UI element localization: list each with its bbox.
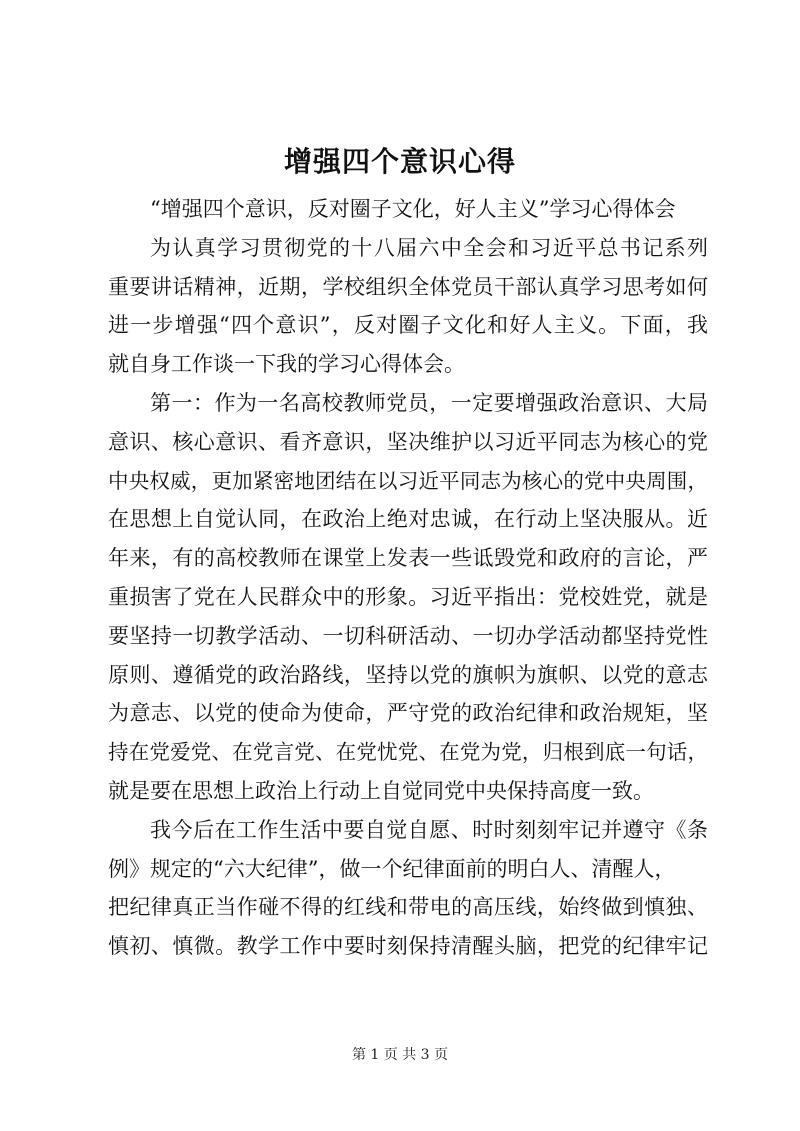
body-line: 进一步增强“四个意识”，反对圈子文化和好人主义。下面，我: [108, 313, 708, 338]
body-line: 原则、遵循党的政治路线，坚持以党的旗帜为旗帜、以党的意志: [108, 662, 708, 687]
body-line: 在思想上自觉认同，在政治上绝对忠诚，在行动上坚决服从。近: [108, 507, 708, 532]
body-line: 年来，有的高校教师在课堂上发表一些诋毁党和政府的言论，严: [108, 546, 708, 571]
body-line: 把纪律真正当作碰不得的红线和带电的高压线，始终做到慎独、: [108, 895, 708, 920]
body-line: 要坚持一切教学活动、一切科研活动、一切办学活动都坚持党性: [108, 623, 708, 648]
body-line: 意识、核心意识、看齐意识，坚决维护以习近平同志为核心的党: [108, 429, 708, 454]
body-line: 我今后在工作生活中要自觉自愿、时时刻刻牢记并遵守《条: [150, 817, 708, 842]
body-line: 重损害了党在人民群众中的形象。习近平指出：党校姓党，就是: [108, 584, 708, 609]
body-line: 为认真学习贯彻党的十八届六中全会和习近平总书记系列: [150, 235, 708, 260]
body-line: 重要讲话精神，近期，学校组织全体党员干部认真学习思考如何: [108, 274, 708, 299]
document-body: [108, 190, 708, 966]
page-number-footer: 第 1 页 共 3 页: [351, 1047, 449, 1063]
document-title: 增强四个意识心得: [283, 145, 516, 178]
body-line: 为意志、以党的使命为使命，严守党的政治纪律和政治规矩，坚: [108, 701, 708, 726]
body-line: 就自身工作谈一下我的学习心得体会。: [108, 352, 465, 377]
body-line: 慎初、慎微。教学工作中要时刻保持清醒头脑，把党的纪律牢记: [108, 934, 708, 959]
body-line: 中央权威，更加紧密地团结在以习近平同志为核心的党中央周围，: [108, 468, 708, 493]
body-line: 例》规定的“六大纪律”，做一个纪律面前的明白人、清醒人，: [108, 856, 676, 881]
body-line: “增强四个意识，反对圈子文化，好人主义”学习心得体会: [150, 197, 676, 221]
body-line: 就是要在思想上政治上行动上自觉同党中央保持高度一致。: [108, 778, 654, 803]
body-line: 持在党爱党、在党言党、在党忧党、在党为党，归根到底一句话，: [108, 740, 708, 765]
body-line: 第一：作为一名高校教师党员，一定要增强政治意识、大局: [150, 390, 708, 415]
